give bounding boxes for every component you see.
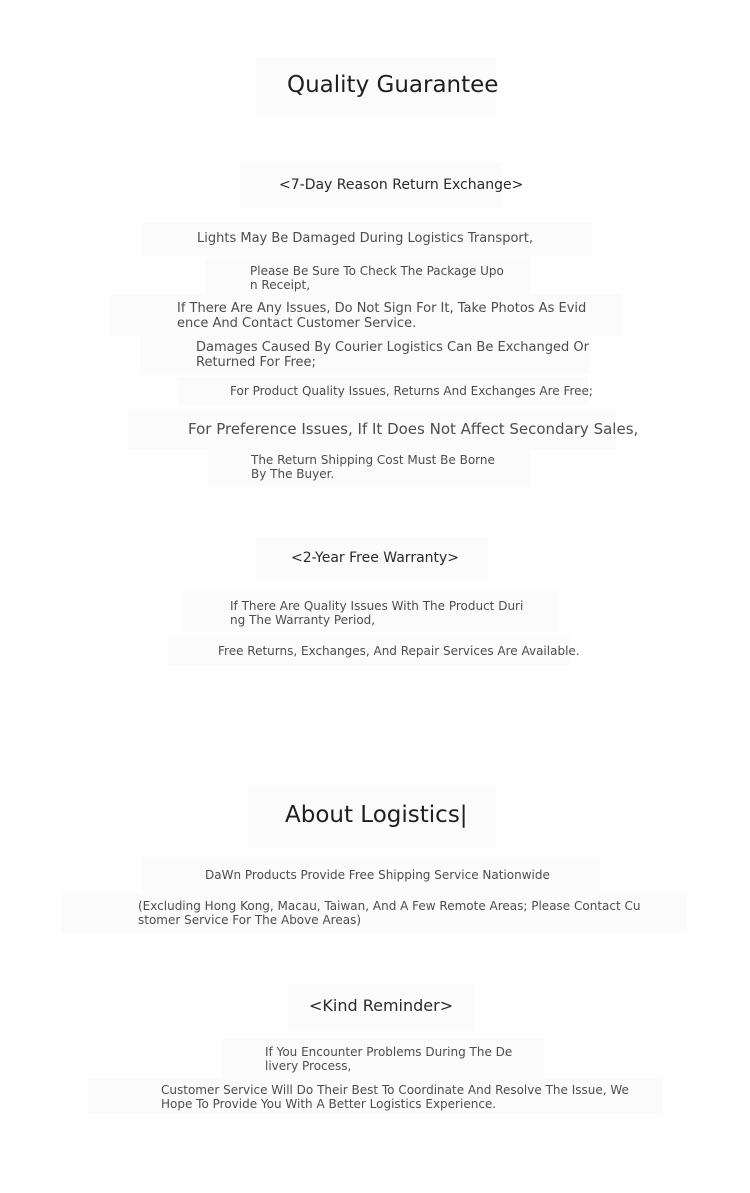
warranty-issues-text: If There Are Quality Issues With The Product Duri ng The Warranty Period, <box>230 599 524 627</box>
warranty-heading: <2-Year Free Warranty> <box>291 550 460 566</box>
about-logistics-title: About Logistics| <box>285 802 468 828</box>
return-shipping-text: The Return Shipping Cost Must Be Borne By The Buyer. <box>251 453 495 481</box>
delivery-problems-text: If You Encounter Problems During The De livery Process, <box>265 1045 513 1073</box>
quality-guarantee-title: Quality Guarantee <box>287 72 499 98</box>
preference-issues-text: For Preference Issues, If It Does Not Affect Secondary Sales, <box>188 420 639 438</box>
customer-service-text: Customer Service Will Do Their Best To Coordinate And Resolve The Issue, We Hope To Provide You With A Better Logistics Experience. <box>161 1083 629 1111</box>
courier-damage-text: Damages Caused By Courier Logistics Can Be Exchanged Or Returned For Free; <box>196 340 589 370</box>
logistics-damage-text: Lights May Be Damaged During Logistics Transport, <box>197 231 533 246</box>
kind-reminder-heading: <Kind Reminder> <box>309 996 454 1015</box>
quality-issues-text: For Product Quality Issues, Returns And Exchanges Are Free; <box>230 384 593 398</box>
do-not-sign-text: If There Are Any Issues, Do Not Sign For It, Take Photos As Evid ence And Contact Customer Service. <box>177 301 587 331</box>
excluded-areas-text: (Excluding Hong Kong, Macau, Taiwan, And A Few Remote Areas; Please Contact Cu stomer Service For The Above Areas) <box>138 899 641 927</box>
return-exchange-heading: <7-Day Reason Return Exchange> <box>279 177 524 193</box>
warranty-services-text: Free Returns, Exchanges, And Repair Services Are Available. <box>218 644 580 658</box>
check-package-text: Please Be Sure To Check The Package Upo n Receipt, <box>250 264 504 292</box>
free-shipping-text: DaWn Products Provide Free Shipping Service Nationwide <box>205 868 550 882</box>
